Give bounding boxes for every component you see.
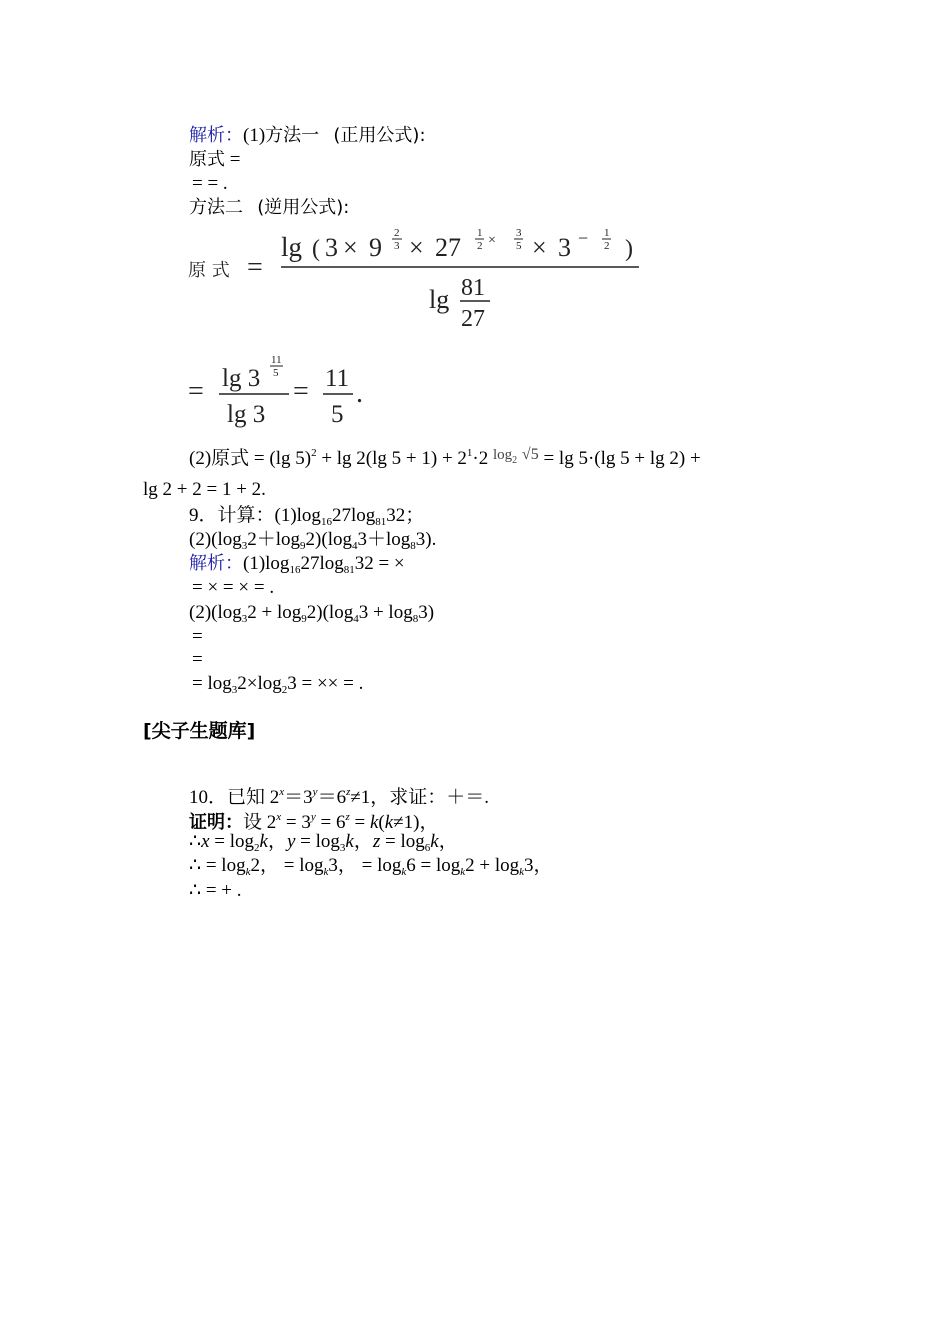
problem-9-eq-2: = [192,649,203,670]
proof-line-3: ∴ = $\log_k2$， = $\log_k3$， = $\log_k6 = \log_k2 + \log_k3$， [189,855,553,878]
problem-10: 10．已知 $2^x=3^y=6^z\ne 1$，求证：＋＝. [189,786,490,808]
proof-line-4: ∴ = + . [189,880,242,901]
svg-text:lg 3: lg 3 [227,401,266,428]
problem-9-solution-1b: = × = × = . [192,577,275,598]
formula-lg: lg [281,232,303,262]
svg-text:×: × [409,233,424,262]
part2-line: (2)原式 = (lg 5)$^2$ + lg 2(lg $5 + 1) + 2^1\cdot 2$ $^{log}$2 $^{√5}$ = lg 5·(lg 5 + lg 2) + [189,446,701,469]
problem-9-solution-1: 解析：$(1)\log_{16}27\log_{81}32$ = × [189,553,405,576]
solution-label: 解析： [189,125,243,146]
svg-text:2: 2 [604,240,610,252]
formula-method2-fraction [185,226,655,338]
formula-lhs: 原 式 [188,260,230,281]
proof-line-2: ∴x = $\log_2k$，$y = \log_3k$，$z = \log_6k$， [189,831,458,854]
svg-text:5: 5 [516,240,522,252]
svg-text:=: = [247,252,263,283]
section-heading: [尖子生题库] [143,720,256,742]
proof-label: 证明： [189,812,243,833]
svg-text:9: 9 [369,233,382,262]
formula-method2-result [185,350,375,432]
svg-text:−: − [578,228,589,248]
svg-text:×: × [532,233,547,262]
svg-text:×: × [343,233,358,262]
svg-text:=: = [188,376,204,407]
solution-label: 解析： [189,553,243,574]
problem-9-solution-2: $(2)(\log_32 + \log_92)(\log_43 + \log_83)$ [189,602,435,625]
svg-text:1: 1 [604,227,610,239]
svg-text:=: = [293,376,309,407]
svg-text:): ) [625,236,633,262]
problem-9-eq-1: = [192,626,203,647]
svg-text:1: 1 [477,227,483,239]
svg-text:5: 5 [273,367,279,379]
svg-text:11: 11 [271,354,282,366]
svg-text:3: 3 [516,227,522,239]
svg-text:27: 27 [435,233,461,262]
method1-line-2: 原式 = [189,149,241,170]
svg-text:27: 27 [461,306,485,332]
svg-text:81: 81 [461,275,485,301]
svg-text:11: 11 [325,365,350,392]
svg-text:(: ( [312,236,320,262]
svg-text:3: 3 [558,233,571,262]
svg-text:lg 3: lg 3 [222,365,261,392]
proof-line-1: 证明：设 $2^x = 3^y = 6^z = k(k\ne 1)$， [189,811,439,833]
solution-line-1: 解析：(1)方法一 (正用公式): [189,125,426,146]
problem-9-part2: $(2)(\log_32+\log_92)(\log_43+\log_83)$. [189,529,437,552]
problem-9-eq-3: = $\log_32\times\log_23$ = ×× = . [192,673,364,696]
svg-text:2: 2 [477,240,483,252]
svg-text:5: 5 [331,401,344,428]
svg-text:×: × [488,233,496,248]
svg-text:3: 3 [325,233,338,262]
method1-line-3: = = . [192,173,228,194]
method2-title: 方法二 (逆用公式): [189,197,350,218]
svg-text:3: 3 [394,240,400,252]
problem-9: 9．计算：$(1)\log_{16}27\log_{81}32$； [189,505,425,528]
svg-text:lg: lg [429,285,450,314]
svg-text:.: . [356,378,363,409]
svg-text:2: 2 [394,227,400,239]
part2-continued: lg 2 + 2 = 1 + 2. [143,479,266,500]
